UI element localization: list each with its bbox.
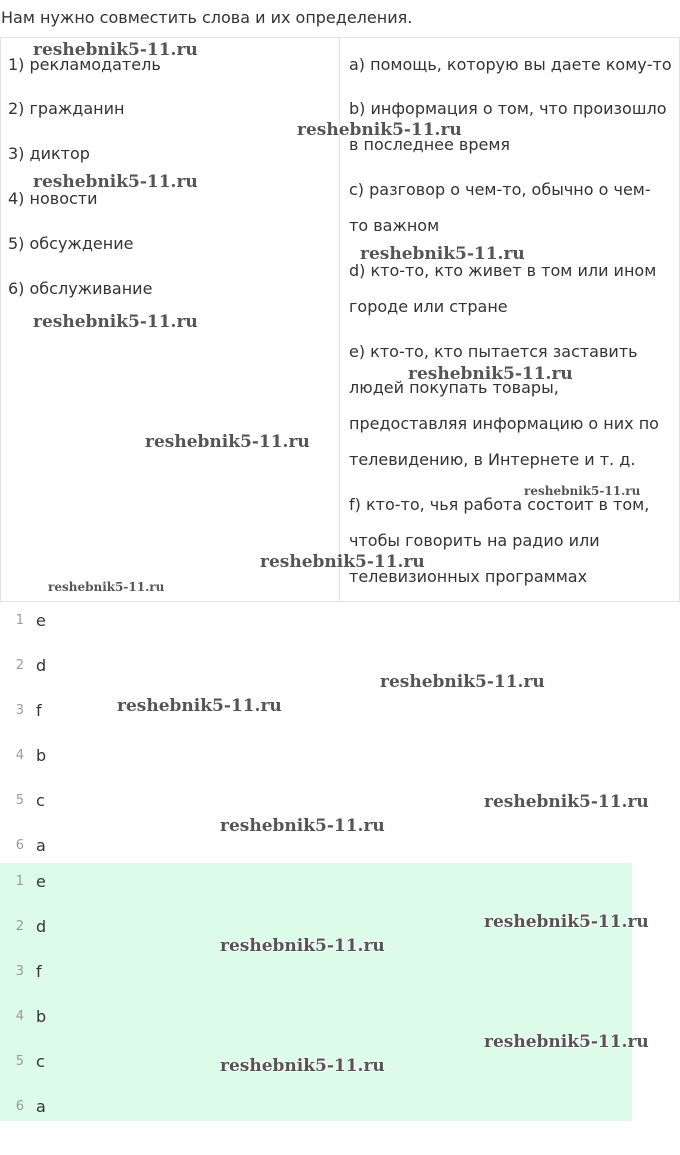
word-item: 2) гражданин: [8, 99, 125, 118]
watermark: reshebnik5-11.ru: [117, 696, 282, 716]
answer-row: [0, 1084, 632, 1129]
watermark: reshebnik5-11.ru: [484, 792, 649, 812]
task-instruction: Нам нужно совместить слова и их определения.: [1, 8, 413, 27]
answer-letter: d: [36, 656, 47, 675]
word-item: 4) новости: [8, 189, 98, 208]
watermark: reshebnik5-11.ru: [408, 364, 573, 384]
answer-letter: f: [36, 962, 42, 981]
answer-row: [0, 859, 632, 904]
answer-row: [0, 733, 632, 778]
matching-table: [0, 37, 680, 602]
answer-letter: b: [36, 746, 47, 765]
definition-line: e) кто-то, кто пытается заставить: [349, 342, 638, 361]
definition-line: телевидению, в Интернете и т. д.: [349, 450, 636, 469]
answer-number: 4: [15, 1009, 24, 1024]
answer-row: [0, 643, 632, 688]
definition-line: f) кто-то, чья работа состоит в том,: [349, 495, 650, 514]
answer-letter: b: [36, 1007, 47, 1026]
answer-number: 5: [15, 793, 24, 808]
answer-row: [0, 598, 632, 643]
watermark: reshebnik5-11.ru: [145, 432, 310, 452]
watermark: reshebnik5-11.ru: [380, 672, 545, 692]
column-divider: [339, 38, 340, 601]
answer-number: 3: [15, 964, 24, 979]
definition-line: телевизионных программах: [349, 567, 588, 586]
watermark: reshebnik5-11.ru: [524, 484, 641, 498]
answer-row: [0, 778, 632, 823]
answer-number: 2: [15, 658, 24, 673]
answer-number: 6: [15, 838, 24, 853]
definition-line: b) информация о том, что произошло: [349, 99, 667, 118]
watermark: reshebnik5-11.ru: [48, 580, 165, 594]
answer-number: 3: [15, 703, 24, 718]
watermark: reshebnik5-11.ru: [220, 1056, 385, 1076]
answer-row: [0, 994, 632, 1039]
watermark: reshebnik5-11.ru: [220, 936, 385, 956]
word-item: 3) диктор: [8, 144, 90, 163]
answer-number: 4: [15, 748, 24, 763]
definition-line: c) разговор о чем-то, обычно о чем-: [349, 180, 651, 199]
watermark: reshebnik5-11.ru: [220, 816, 385, 836]
watermark: reshebnik5-11.ru: [33, 312, 198, 332]
answer-row: [0, 904, 632, 949]
definition-line: предоставляя информацию о них по: [349, 414, 659, 433]
watermark: reshebnik5-11.ru: [260, 552, 425, 572]
answer-letter: c: [36, 1052, 45, 1071]
definition-line: людей покупать товары,: [349, 378, 559, 397]
definition-line: то важном: [349, 216, 440, 235]
answer-letter: d: [36, 917, 47, 936]
answer-letter: e: [36, 611, 46, 630]
answer-number: 5: [15, 1054, 24, 1069]
answer-list-highlighted: [0, 863, 632, 1121]
answer-letter: c: [36, 791, 45, 810]
definition-line: в последнее время: [349, 135, 511, 154]
definition-line: чтобы говорить на радио или: [349, 531, 600, 550]
definition-line: а) помощь, которую вы даете кому-то: [349, 55, 672, 74]
answer-letter: a: [36, 1097, 46, 1116]
answer-number: 6: [15, 1099, 24, 1114]
answer-number: 1: [15, 874, 24, 889]
answer-letter: a: [36, 836, 46, 855]
answer-letter: e: [36, 872, 46, 891]
watermark: reshebnik5-11.ru: [484, 912, 649, 932]
answer-row: [0, 1039, 632, 1084]
watermark: reshebnik5-11.ru: [33, 172, 198, 192]
definition-line: d) кто-то, кто живет в том или ином: [349, 261, 657, 280]
word-item: 1) рекламодатель: [8, 55, 161, 74]
watermark: reshebnik5-11.ru: [360, 244, 525, 264]
answer-list: [0, 598, 632, 863]
word-item: 6) обслуживание: [8, 279, 153, 298]
answer-number: 1: [15, 613, 24, 628]
answer-row: [0, 949, 632, 994]
answer-letter: f: [36, 701, 42, 720]
watermark: reshebnik5-11.ru: [484, 1032, 649, 1052]
definition-line: городе или стране: [349, 297, 508, 316]
word-item: 5) обсуждение: [8, 234, 134, 253]
watermark: reshebnik5-11.ru: [33, 40, 198, 60]
answer-number: 2: [15, 919, 24, 934]
answer-row: [0, 688, 632, 733]
watermark: reshebnik5-11.ru: [297, 120, 462, 140]
